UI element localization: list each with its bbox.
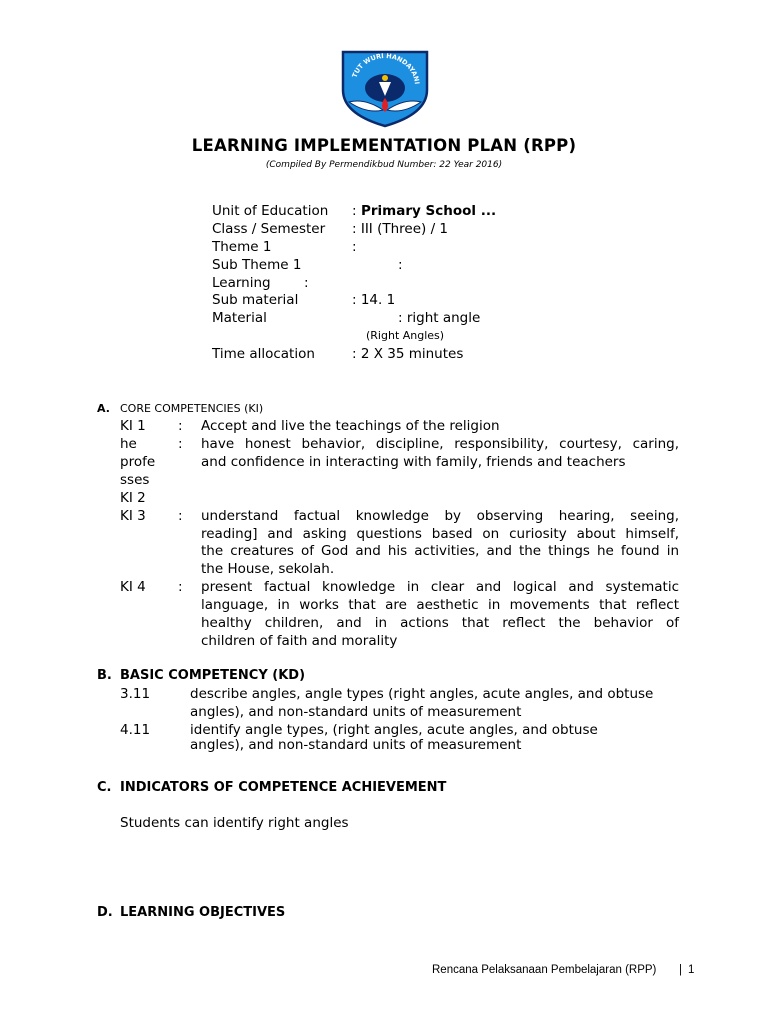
tut-wuri-handayani-logo — [339, 48, 431, 128]
time-label: Time allocation — [212, 346, 315, 362]
material-note: (Right Angles) — [366, 329, 445, 342]
unit-colon: : — [352, 203, 357, 219]
kd2-line1: identify angle types, (right angles, acute angles, and obtuse — [190, 722, 598, 738]
learning-label: Learning — [212, 275, 271, 291]
section-c-letter: C. — [97, 780, 112, 795]
kd1-line1: describe angles, angle types (right angles, acute angles, and obtuse — [190, 686, 654, 702]
ki4-line1: present factual knowledge in clear and logical and systematic — [201, 579, 679, 595]
ki3-line2: reading] and asking questions based on curiosity about himself, — [201, 526, 679, 542]
submaterial-value: : 14. 1 — [352, 292, 396, 308]
material-label: Material — [212, 310, 267, 326]
ki4-line3: healthy children, and in actions that reflect the behavior of — [201, 615, 679, 631]
ki1-colon: : — [178, 418, 183, 434]
section-d-title: LEARNING OBJECTIVES — [120, 905, 286, 920]
ki4-colon: : — [178, 579, 183, 595]
kd2-line2: angles), and non-standard units of measurement — [190, 737, 522, 753]
class-value: : III (Three) / 1 — [352, 221, 448, 237]
ki3-line4: the House, sekolah. — [201, 561, 335, 577]
ki1-label: KI 1 — [120, 418, 146, 434]
theme-label: Theme 1 — [212, 239, 272, 255]
ki2-colon: : — [178, 436, 183, 452]
section-b-title: BASIC COMPETENCY (KD) — [120, 668, 306, 683]
theme-value: : — [352, 239, 357, 255]
ki3-line1: understand factual knowledge by observing hearing, seeing, — [201, 508, 679, 524]
ki2-label-line2: profe — [120, 454, 156, 470]
section-b-letter: B. — [97, 668, 112, 683]
ki2-label-line1: he — [120, 436, 137, 452]
class-label: Class / Semester — [212, 221, 326, 237]
footer-page-number: 1 — [688, 964, 695, 976]
document-subtitle: (Compiled By Permendikbud Number: 22 Year 2016) — [265, 160, 503, 170]
ki2-label-line3: sses — [120, 472, 150, 488]
ki2-line2: and confidence in interacting with family, friends and teachers — [201, 454, 626, 470]
ki2-line1: have honest behavior, discipline, responsibility, courtesy, caring, — [201, 436, 679, 452]
footer-separator: | — [679, 964, 682, 976]
ki4-label: KI 4 — [120, 579, 146, 595]
subtheme-value: : — [398, 257, 403, 273]
kd1-number: 3.11 — [120, 686, 151, 702]
svg-text:TUT WURI HANDAYANI: TUT WURI HANDAYANI — [350, 51, 421, 85]
ki4-line2: language, in works that are aesthetic in movements that reflect — [201, 597, 679, 613]
section-d-letter: D. — [97, 905, 113, 920]
submaterial-label: Sub material — [212, 292, 299, 308]
section-a-title: CORE COMPETENCIES (KI) — [120, 402, 264, 415]
kd2-number: 4.11 — [120, 722, 151, 738]
unit-value: Primary School ... — [361, 203, 497, 219]
footer-text: Rencana Pelaksanaan Pembelajaran (RPP) — [432, 964, 657, 976]
section-c-text: Students can identify right angles — [120, 815, 349, 831]
learning-value: : — [304, 275, 309, 291]
section-c-title: INDICATORS OF COMPETENCE ACHIEVEMENT — [120, 780, 447, 795]
ki3-line3: the creatures of God and his activities, and the things he found in — [201, 543, 679, 559]
material-value: : right angle — [398, 310, 481, 326]
ki3-colon: : — [178, 508, 183, 524]
ki3-label: KI 3 — [120, 508, 146, 524]
ki4-line4: children of faith and morality — [201, 633, 398, 649]
ki2-label-line4: KI 2 — [120, 490, 146, 506]
kd1-line2: angles), and non-standard units of measurement — [190, 704, 522, 720]
ki1-text: Accept and live the teachings of the religion — [201, 418, 500, 434]
subtheme-label: Sub Theme 1 — [212, 257, 302, 273]
section-a-letter: A. — [97, 402, 110, 415]
time-value: : 2 X 35 minutes — [352, 346, 464, 362]
unit-label: Unit of Education — [212, 203, 329, 219]
document-title: LEARNING IMPLEMENTATION PLAN (RPP) — [191, 136, 577, 155]
